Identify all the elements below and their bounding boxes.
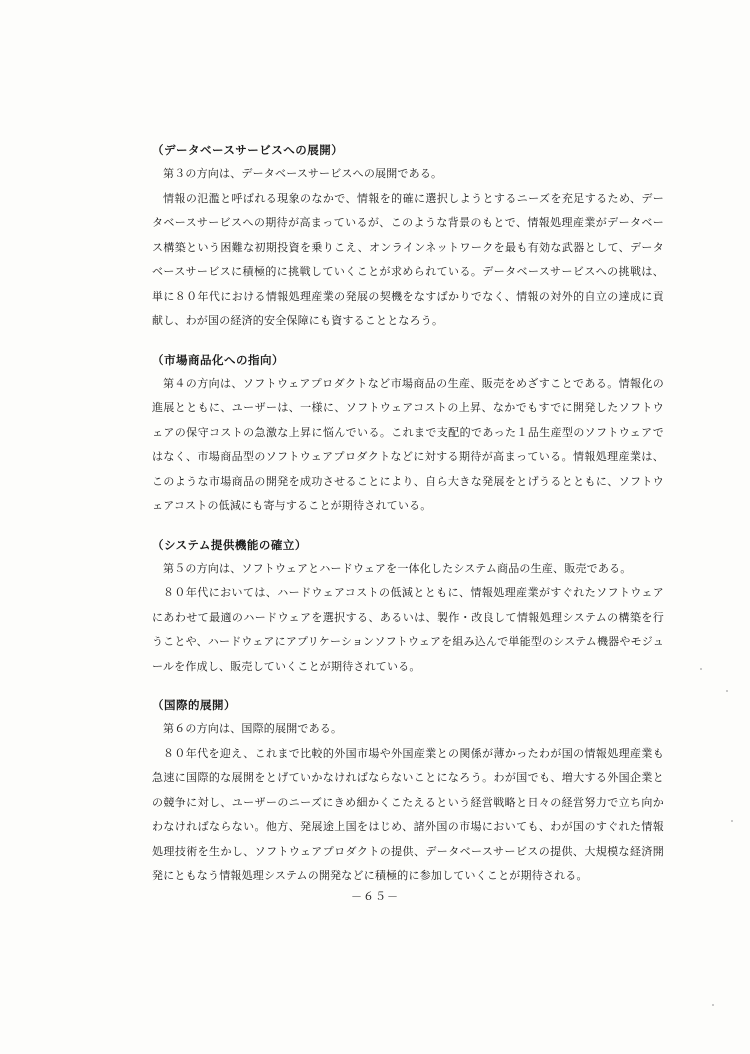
scan-speck	[712, 1004, 714, 1006]
section-database-service	[152, 138, 664, 334]
section-system-provision	[152, 533, 664, 680]
page-number: －６５－	[351, 890, 399, 903]
section-heading: （データベースサービスへの展開）	[152, 143, 344, 157]
document-body	[152, 138, 664, 903]
scan-speck	[731, 820, 733, 822]
scan-speck	[726, 690, 728, 692]
paragraph: 第４の方向は、ソフトウェアプロダクトなど市場商品の生産、販売をめざすことである。情報化の進展とともに、ユーザーは、一様に、ソフトウェアコストの上昇、なかでもすでに開発したソフトウェアの保守コストの急激な上昇に悩んでいる。これまで支配的であった１品生産型のソフトウェアではなく、市場商品型のソフトウェアプロダクトなどに対する期待が高まっている。情報処理産業は、このような市場商品の開発を成功させることにより、自ら大きな発展をとげうるとともに、ソフトウェアコストの低減にも寄与することが期待されている。	[152, 376, 664, 512]
paragraph: 第３の方向は、データベースサービスへの展開である。	[163, 167, 443, 180]
paragraph: 情報の氾濫と呼ばれる現象のなかで、情報を的確に選択しようとするニーズを充足するため、データベースサービスへの期待が高まっているが、このような背景のもとで、情報処理産業がデータベース構築という困難な初期投資を乗りこえ、オンラインネットワークを最も有効な武器として、データベースサービスに積極的に挑戦していくことが求められている。データベースサービスへの挑戦は、単に８０年代における情報処理産業の発展の契機をなすばかりでなく、情報の対外的自立の達成に貢献し、わが国の経済的安全保障にも資することとなろう。	[152, 191, 664, 327]
section-market-product	[152, 348, 664, 519]
section-heading: （システム提供機能の確立）	[152, 537, 307, 552]
scan-speck	[700, 668, 702, 670]
paragraph: ８０年代を迎え、これまで比較的外国市場や外国産業との関係が薄かったわが国の情報処理産業も急速に国際的な展開をとげていかなければならないことになろう。わが国でも、増大する外国企業との競争に対し、ユーザーのニーズにきめ細かくこたえるという経営戦略と日々の経営努力で立ち向かわなければならない。他方、発展途上国をはじめ、諸外国の市場においても、わが国のすぐれた情報処理技術を生かし、ソフトウェアプロダクトの提供、データベースサービスの提供、大規模な経済開発にともなう情報処理システムの開発などに積極的に参加していくことが期待される。	[152, 746, 664, 882]
section-heading: （市場商品化への指向）	[152, 352, 284, 367]
paragraph: 第５の方向は、ソフトウェアとハードウェアを一体化したシステム商品の生産、販売である。	[163, 561, 632, 575]
section-international	[152, 693, 664, 889]
paragraph: ８０年代においては、ハードウェアコストの低減とともに、情報処理産業がすぐれたソフトウェアにあわせて最適のハードウェアを選択する、あるいは、製作・改良して情報処理システムの構築を行うことや、ハードウェアにアプリケーションソフトウェアを組み込んで単能型のシステム機器やモジュールを作成し、販売していくことが期待されている。	[152, 586, 664, 673]
paragraph: 第６の方向は、国際的展開である。	[163, 722, 343, 735]
section-heading: （国際的展開）	[152, 698, 236, 712]
